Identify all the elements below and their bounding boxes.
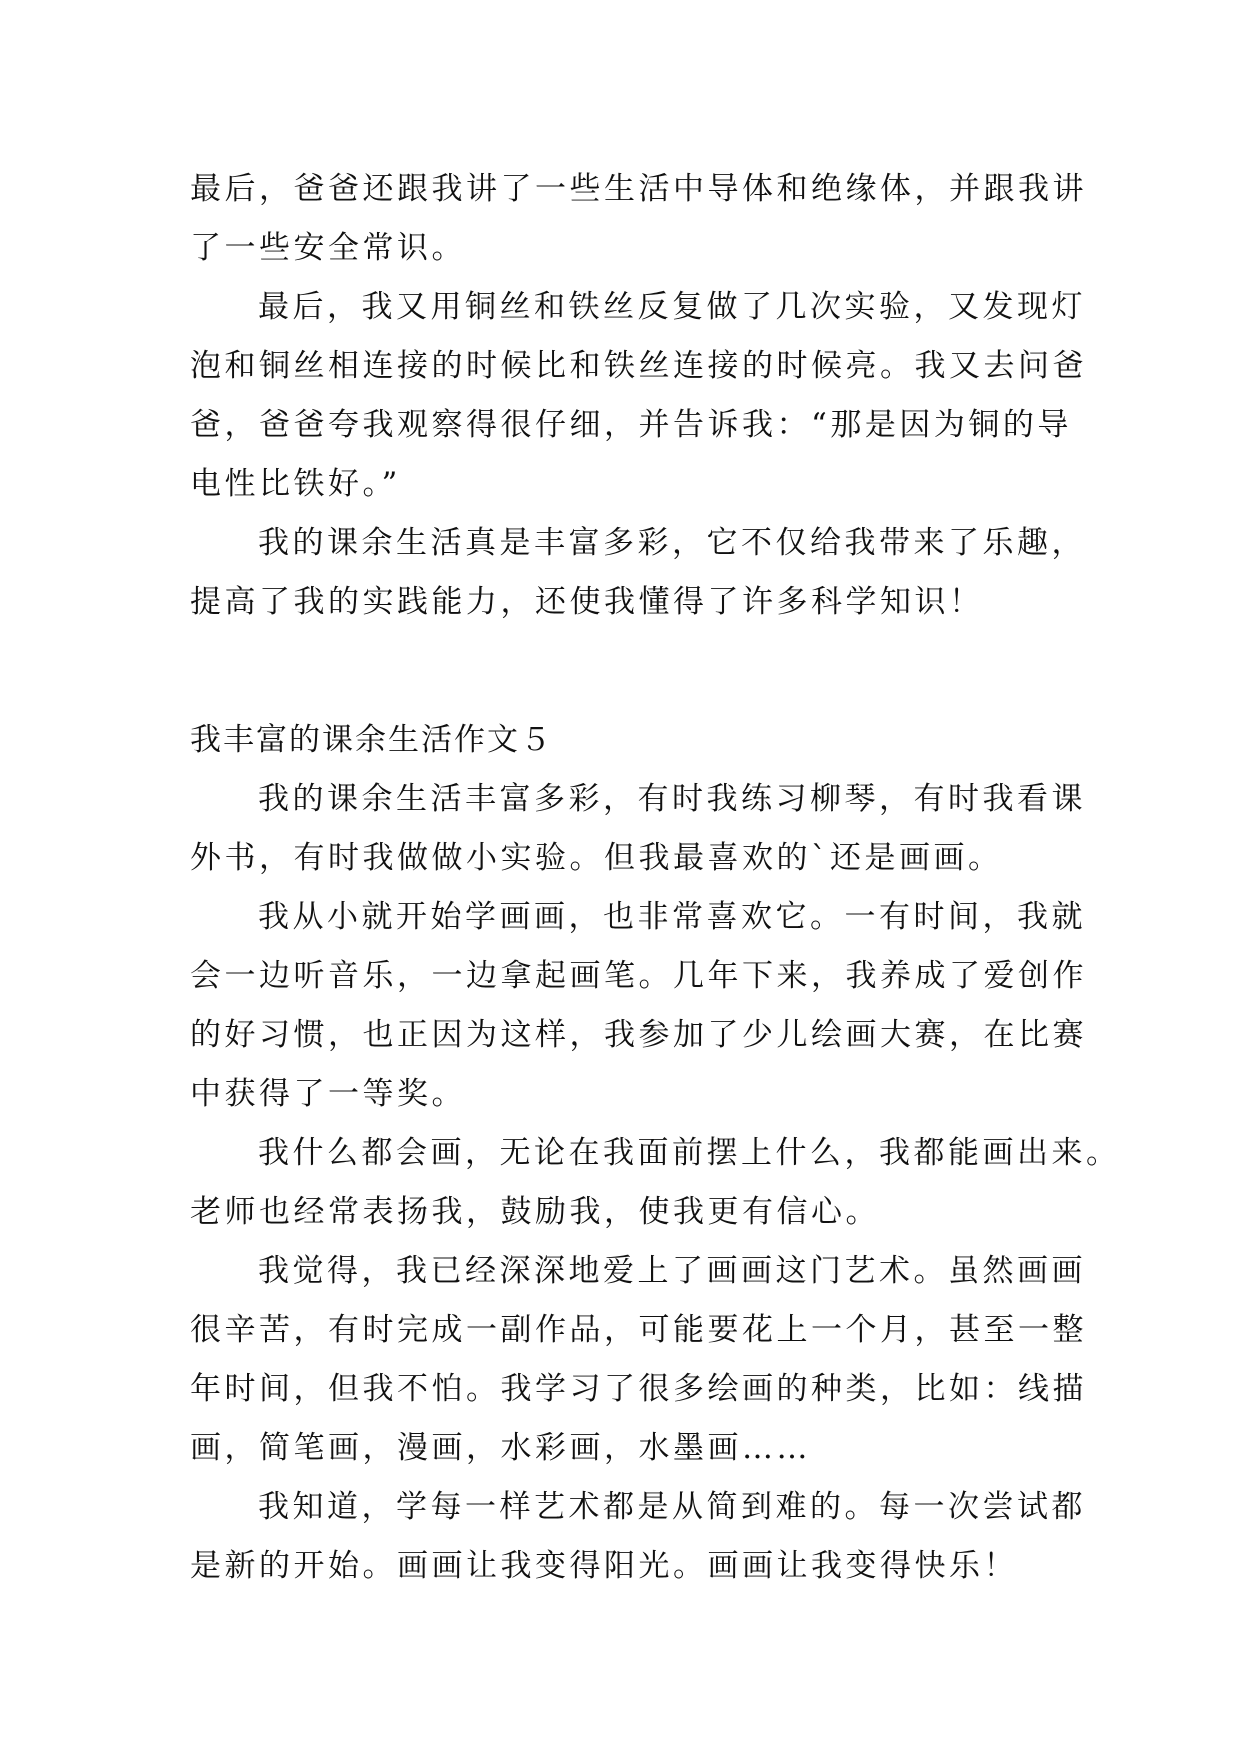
document-page <box>190 160 1121 1596</box>
text-line: 爸，爸爸夸我观察得很仔细，并告诉我：“那是因为铜的导 <box>190 407 1072 443</box>
text-line: 画，简笔画，漫画，水彩画，水墨画…… <box>190 1430 811 1466</box>
text-line: 提高了我的实践能力，还使我懂得了许多科学知识！ <box>190 584 984 620</box>
text-line: 电性比铁好。” <box>190 466 401 502</box>
text-line: 年时间，但我不怕。我学习了很多绘画的种类，比如：线描 <box>190 1371 1087 1407</box>
text-line: 我觉得，我已经深深地爱上了画画这门艺术。虽然画画 <box>258 1253 1086 1289</box>
text-line: 我什么都会画，无论在我面前摆上什么，我都能画出来。 <box>258 1135 1121 1171</box>
text-line: 会一边听音乐，一边拿起画笔。几年下来，我养成了爱创作 <box>190 958 1087 994</box>
text-line: 最后，爸爸还跟我讲了一些生活中导体和绝缘体，并跟我讲 <box>190 171 1087 207</box>
paragraph <box>190 514 1086 632</box>
paragraph <box>190 160 1087 278</box>
text-line: 我知道，学每一样艺术都是从简到难的。每一次尝试都 <box>258 1489 1086 1525</box>
text-line: 了一些安全常识。 <box>190 230 466 266</box>
text-line: 最后，我又用铜丝和铁丝反复做了几次实验，又发现灯 <box>258 289 1086 325</box>
section-title: 我丰富的课余生活作文５ <box>190 722 553 758</box>
text-line: 很辛苦，有时完成一副作品，可能要花上一个月，甚至一整 <box>190 1312 1087 1348</box>
text-line: 老师也经常表扬我，鼓励我，使我更有信心。 <box>190 1194 880 1230</box>
text-line: 是新的开始。画画让我变得阳光。画画让我变得快乐！ <box>190 1548 1018 1584</box>
text-line: 外书，有时我做做小实验。但我最喜欢的`还是画画。 <box>190 840 1003 876</box>
paragraph <box>190 888 1087 1124</box>
text-line: 泡和铜丝相连接的时候比和铁丝连接的时候亮。我又去问爸 <box>190 348 1087 384</box>
text-line: 中获得了一等奖。 <box>190 1076 466 1112</box>
paragraph <box>190 770 1086 888</box>
text-line: 的好习惯，也正因为这样，我参加了少儿绘画大赛，在比赛 <box>190 1017 1087 1053</box>
paragraph <box>190 1478 1086 1596</box>
text-line: 我从小就开始学画画，也非常喜欢它。一有时间，我就 <box>258 899 1086 935</box>
paragraph <box>190 278 1087 514</box>
paragraph <box>190 1242 1087 1478</box>
paragraph <box>190 1124 1121 1242</box>
text-line: 我的课余生活丰富多彩，有时我练习柳琴，有时我看课 <box>258 781 1086 817</box>
text-line: 我的课余生活真是丰富多彩，它不仅给我带来了乐趣， <box>258 525 1086 561</box>
